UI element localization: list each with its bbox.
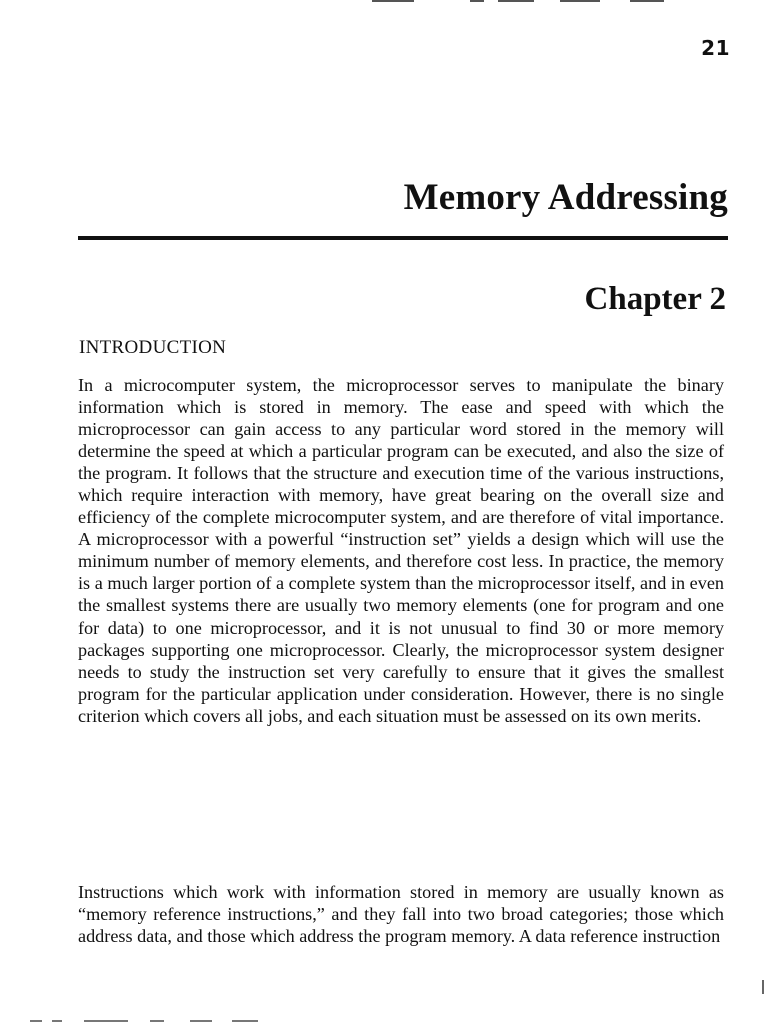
body-paragraph: Instructions which work with information stored in memory are usually known as “memory reference instructions,” and they fall into two broad categories; those which address data, and those which address the program memory. A data reference instruction: [78, 882, 724, 947]
chapter-title: Memory Addressing: [403, 177, 728, 218]
page-number: 21: [701, 36, 730, 60]
scan-artifact-top: [0, 0, 768, 6]
scan-artifact-edge: [762, 980, 764, 994]
section-heading: INTRODUCTION: [79, 337, 227, 358]
body-paragraph: In a microcomputer system, the microprocessor serves to manipulate the binary information which is stored in memory. The ease and speed with which the microprocessor can gain access to any particular word stored in the memory will determine the speed at which a particular program can be executed, and also the size of the program. It follows that the structure and execution time of the various instructions, which require interaction with memory, have great bearing on the overall size and efficiency of the complete microcomputer system, and are therefore of vital importance. A microprocessor with a powerful “instruction set” yields a design which will use the minimum number of memory elements, and therefore cost less. In practice, the memory is a much larger portion of a complete system than the microprocessor itself, and in even the smallest systems there are usually two memory elements (one for program and one for data) to one microprocessor, and it is not unusual to find 30 or more memory packages supporting one microprocessor. Clearly, the microprocessor system designer needs to study the instruction set very carefully to ensure that it gives the smallest program for the particular application under consideration. However, there is no single criterion which covers all jobs, and each situation must be assessed on its own merits.: [78, 375, 724, 726]
title-rule: [78, 236, 728, 240]
scan-artifact-bottom: [0, 1016, 768, 1024]
chapter-label: Chapter 2: [584, 281, 726, 317]
